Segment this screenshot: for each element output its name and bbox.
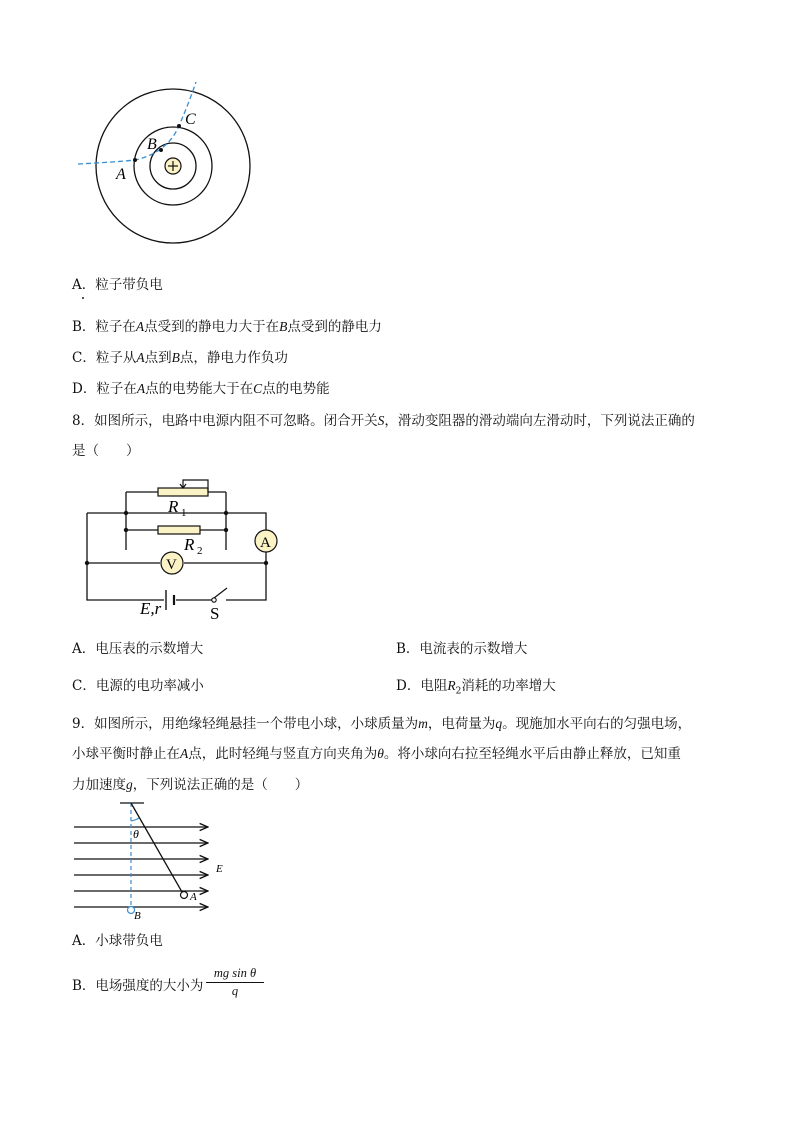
q7-option-a: A．粒子带负电 — [72, 277, 163, 293]
label-A: A — [116, 166, 126, 183]
label-C: C — [185, 111, 196, 128]
svg-text:1: 1 — [181, 507, 187, 519]
q9-stem-line1: 9．如图所示，用绝缘轻绳悬挂一个带电小球，小球质量为m，电荷量为q。现施加水平向右的匀强电场， — [72, 716, 692, 732]
theta-arc — [131, 818, 139, 821]
point-A-dot — [133, 158, 137, 162]
switch-contact — [212, 598, 216, 602]
switch-lever — [214, 588, 227, 598]
resistor-r2 — [158, 526, 200, 534]
equipotential-figure — [72, 78, 262, 258]
label-switch: S — [210, 604, 220, 623]
point-B-dot — [159, 148, 163, 152]
point-C-dot — [177, 124, 181, 128]
label-E: E — [216, 863, 223, 875]
fraction-numerator: mg sin θ — [206, 966, 264, 983]
svg-text:A: A — [260, 535, 271, 551]
q8-option-b: B．电流表的示数增大 — [396, 641, 528, 657]
q9-stem-line3: 力加速度g，下列说法正确的是（ ） — [72, 777, 309, 793]
string — [131, 803, 182, 892]
q8-stem-line2: 是（ ） — [72, 443, 140, 459]
svg-text:V: V — [166, 557, 177, 573]
label-point-B: B — [134, 910, 141, 922]
q7-option-c: C．粒子从A点到B点，静电力作负功 — [72, 350, 288, 366]
label-r2: R — [184, 535, 195, 554]
q7-option-d: D．粒子在A点的电势能大于在C点的电势能 — [72, 381, 330, 397]
ball-A — [181, 892, 188, 899]
label-point-A: A — [190, 891, 197, 903]
q7-option-b: B．粒子在A点受到的静电力大于在B点受到的静电力 — [72, 319, 382, 335]
label-source: E,r — [140, 599, 162, 618]
field-strength-fraction — [206, 966, 264, 999]
fraction-denominator: q — [231, 984, 239, 998]
q9-option-a: A．小球带负电 — [72, 933, 163, 949]
label-r1: R — [168, 497, 179, 516]
q8-option-c: C．电源的电功率减小 — [72, 678, 204, 694]
q9-option-b: B．电场强度的大小为 — [72, 978, 204, 994]
label-B: B — [147, 136, 157, 153]
pendulum-field-figure — [70, 800, 240, 922]
circuit-diagram — [80, 474, 285, 624]
label-theta: θ — [133, 827, 139, 841]
q9-stem-line2: 小球平衡时静止在A点，此时轻绳与竖直方向夹角为θ。将小球向右拉至轻绳水平后由静止释放，已知重 — [72, 746, 681, 762]
svg-text:2: 2 — [197, 545, 203, 557]
rheostat-r1 — [158, 488, 208, 496]
q8-option-a: A．电压表的示数增大 — [72, 641, 204, 657]
q8-option-d: D．电阻$R_2$消耗的功率增大 — [396, 678, 556, 697]
q8-stem-line1: 8．如图所示，电路中电源内阻不可忽略。闭合开关S，滑动变阻器的滑动端向左滑动时，下列说法正确的 — [72, 413, 695, 429]
stray-dot — [82, 297, 84, 299]
